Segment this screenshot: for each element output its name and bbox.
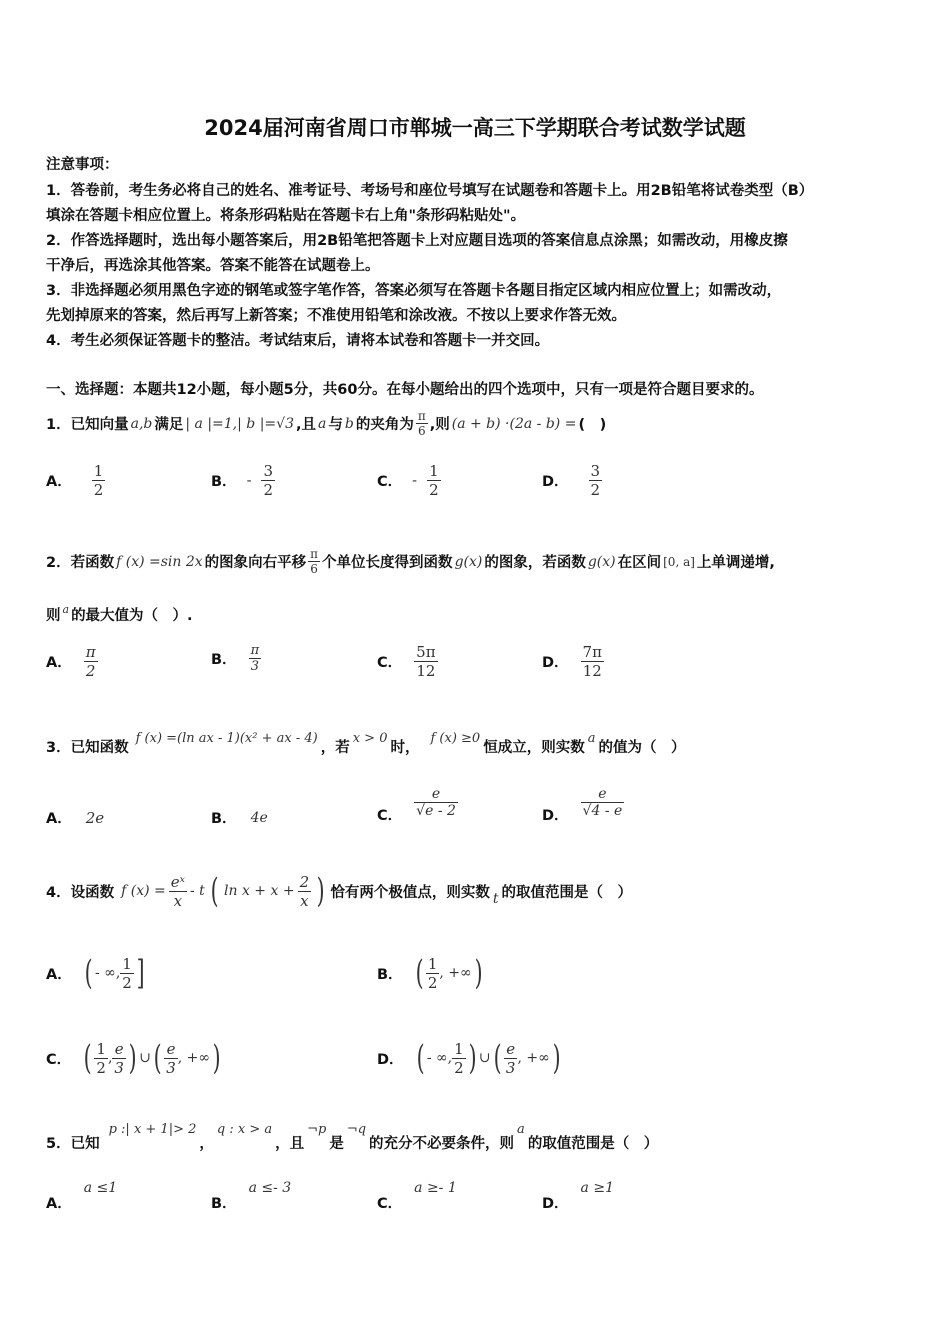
q2-text: 的图象，若函数 [484,555,586,571]
q3-text: 3．已知函数 [46,740,129,756]
question-2 [46,547,775,576]
q2-function: f (x) =sin 2x [116,553,203,570]
question-3 [46,728,686,756]
q2-text: 2．若函数 [46,555,115,571]
q5-text: 是 [329,1136,344,1152]
q4-option-d-interval: ( - ∞, $\frac{1}{2}$ ) ∪ ( $\frac{e}{3}$ , +∞ ) [416,1038,561,1078]
question-4 [46,871,632,911]
q5-text: 的取值范围是（ ） [527,1136,659,1152]
q4-text: 的取值范围是（ ） [501,884,633,901]
q1-text: 满足 [154,417,184,433]
q3-text: 的值为（ ） [598,740,686,756]
q5-text: 5．已知 [46,1136,100,1152]
q4-exp-fraction: $\frac{\text{eˣ}}{x}$ [170,872,185,910]
q1-angle-fraction: $\frac{\pi}{6}$ [417,409,426,438]
q1-option-b-fraction: $\frac{3}{2}$ [263,462,274,499]
q2-option-a-fraction: $\frac{\pi}{2}$ [85,643,96,680]
q1-option-b[interactable]: B． - $\frac{3}{2}$ [211,462,274,499]
q1-option-d[interactable]: D． $\frac{3}{2}$ [542,462,601,499]
q1-text: 1．已知向量 [46,417,129,433]
q3-option-c-fraction: $\frac{e}{√e - 2}$ [416,786,456,819]
q1-text: ,则 [429,417,450,433]
notice-line: 4．考生必须保证答题卡的整洁。考试结束后，请将本试卷和答题卡一并交回。 [46,333,550,349]
q5-option-d[interactable]: D． a ≥1 [542,1180,614,1212]
q5-option-a[interactable]: A． a ≤1 [46,1180,118,1212]
q4-right-paren: ) [316,871,325,911]
q2-interval: [0, a] [663,554,695,569]
notice-line: 填涂在答题卡相应位置上。将条形码粘贴在答题卡右上角"条形码粘贴处"。 [46,208,526,224]
q1-option-c[interactable]: C． - $\frac{1}{2}$ [377,462,439,499]
q2-text: 上单调递增, [696,555,775,571]
q2-option-b[interactable]: B． $\frac{\pi}{3}$ [211,643,260,674]
q1-option-a-fraction: $\frac{1}{2}$ [93,462,104,499]
page-title: 2024届河南省周口市郸城一高三下学期联合考试数学试题 [204,116,746,140]
q2-option-c-fraction: $\frac{5\pi}{12}$ [416,643,436,680]
q5-proposition-q: q : x > a [216,1122,273,1137]
q4-var-t: t [492,891,499,907]
q2-function-g: g(x) [587,553,616,570]
q5-not-p: ¬p [307,1122,327,1137]
q2-function-g: g(x) [454,553,483,570]
q2-option-d-fraction: $\frac{7\pi}{12}$ [582,643,602,680]
section-heading: 一、选择题：本题共12小题，每小题5分，共60分。在每小题给出的四个选项中，只有一项是符合题目要求的。 [46,382,764,398]
notice-line: 1．答卷前，考生务必将自己的姓名、准考证号、考场号和座位号填写在试题卷和答题卡上。用2B铅笔将试卷类型（B） [46,183,814,199]
question-2-line2 [46,604,193,625]
q2-option-c[interactable]: C． $\frac{5\pi}{12}$ [377,643,436,680]
q5-option-c-value: a ≥- 1 [414,1180,457,1196]
q5-option-b[interactable]: B． a ≤- 3 [211,1180,292,1212]
q4-option-d[interactable]: D． ( - ∞, $\frac{1}{2}$ ) ∪ ( $\frac{e}{3}$ , +∞ ) [377,1038,563,1078]
q1-text: 与 [328,417,343,433]
notice-heading: 注意事项： [46,157,119,173]
q5-proposition-p: p :| x + 1|> 2 [108,1122,197,1137]
question-1 [46,409,606,438]
q4-left-paren: ( [210,871,219,911]
q1-text: ( ) [578,417,607,433]
q4-two-over-x: $\frac{2}{x}$ [299,872,310,910]
q1-option-c-fraction: $\frac{1}{2}$ [429,462,439,499]
q3-option-d-fraction: $\frac{e}{√4 - e}$ [582,786,623,819]
notice-line: 3．非选择题必须用黑色字迹的钢笔或签字笔作答，答案必须写在答题卡各题目指定区域内相应位置上；如需改动， [46,283,782,299]
q4-function-left: f (x) = [121,883,166,899]
q3-var-a: a [587,731,596,746]
q5-text: 的充分不必要条件，则 [369,1136,515,1152]
q1-condition: | a |=1,| b |=√3 [185,415,294,432]
q5-var-a: a [517,1122,525,1137]
q2-option-a[interactable]: A． $\frac{\pi}{2}$ [46,643,96,680]
q4-option-b[interactable]: B． ( $\frac{1}{2}$ , +∞ ) [377,953,485,993]
q4-minus-t: - t [189,883,205,899]
q3-option-a-value: 2e [85,808,105,827]
q2-text: 的最大值为（ ）. [71,608,193,624]
q3-option-a[interactable]: A． 2e [46,808,105,827]
q5-not-q: ¬q [346,1122,367,1137]
q4-text: 4．设函数 [46,884,115,901]
q4-option-c-interval: ( $\frac{1}{2}$ , $\frac{e}{3}$ ) ∪ ( $\frac{e}{3}$ , +∞ ) [83,1038,221,1078]
q2-option-d[interactable]: D． $\frac{7\pi}{12}$ [542,643,602,680]
q2-text: 在区间 [617,555,662,571]
q2-shift-fraction: $\frac{\pi}{6}$ [310,547,319,576]
q1-text: 的夹角为 [355,417,414,433]
q5-text: ， [199,1136,214,1152]
q4-option-a-interval: ( - ∞, $\frac{1}{2}$ ] [84,953,145,993]
q3-option-d[interactable]: D． $\frac{e}{√4 - e}$ [542,786,623,824]
q2-text: 个单位长度得到函数 [322,555,453,571]
q3-text: 时， [390,740,420,756]
notice-line: 2．作答选择题时，选出每小题答案后，用2B铅笔把答题卡上对应题目选项的答案信息点涂黑；如需改动，用橡皮擦 [46,233,788,249]
q3-condition: x > 0 [352,731,388,746]
q5-option-d-value: a ≥1 [580,1180,614,1196]
q1-var-a: a [318,415,327,432]
q4-option-c[interactable]: C． ( $\frac{1}{2}$ , $\frac{e}{3}$ ) ∪ ( $\frac{e}{3}$ , +∞ ) [46,1038,223,1078]
q1-expression: (a + b) ·(2a - b) = [451,415,577,432]
q4-text: 恰有两个极值点，则实数 [330,884,490,901]
notice-line: 先划掉原来的答案，然后再写上新答案；不准使用铅笔和涂改液。不按以上要求作答无效。 [46,308,626,324]
q5-option-b-value: a ≤- 3 [248,1180,292,1196]
q1-text: ,且 [295,417,316,433]
q3-text: 恒成立，则实数 [483,740,585,756]
q5-option-a-value: a ≤1 [83,1180,118,1196]
q3-option-b-value: 4e [250,809,268,826]
q2-text: 则 [46,608,61,624]
q4-option-b-interval: ( $\frac{1}{2}$ , +∞ ) [415,953,483,993]
question-5 [46,1122,658,1153]
q2-text: 的图象向右平移 [204,555,307,571]
q5-text: ，且 [275,1136,305,1152]
q1-option-d-fraction: $\frac{3}{2}$ [590,462,601,499]
q5-option-c[interactable]: C． a ≥- 1 [377,1180,457,1212]
q3-option-b[interactable]: B． 4e [211,809,268,827]
q1-var-b: b [344,415,354,432]
q4-ln-term: ln x + x + [224,883,295,899]
q3-inequality: f (x) ≥0 [430,731,481,746]
q2-var-a: a [62,603,70,616]
notice-line: 干净后，再选涂其他答案。答案不能答在试题卷上。 [46,258,380,274]
q3-option-c[interactable]: C． $\frac{e}{√e - 2}$ [377,786,456,824]
q4-option-a[interactable]: A． ( - ∞, $\frac{1}{2}$ ] [46,953,147,993]
q3-function: f (x) =(ln ax - 1)(x² + ax - 4) [135,731,318,746]
q3-text: ，若 [320,740,350,756]
q1-option-a[interactable]: A． $\frac{1}{2}$ [46,462,104,499]
q2-option-b-fraction: $\frac{\pi}{3}$ [250,643,260,674]
q1-vars: a,b [130,415,153,432]
